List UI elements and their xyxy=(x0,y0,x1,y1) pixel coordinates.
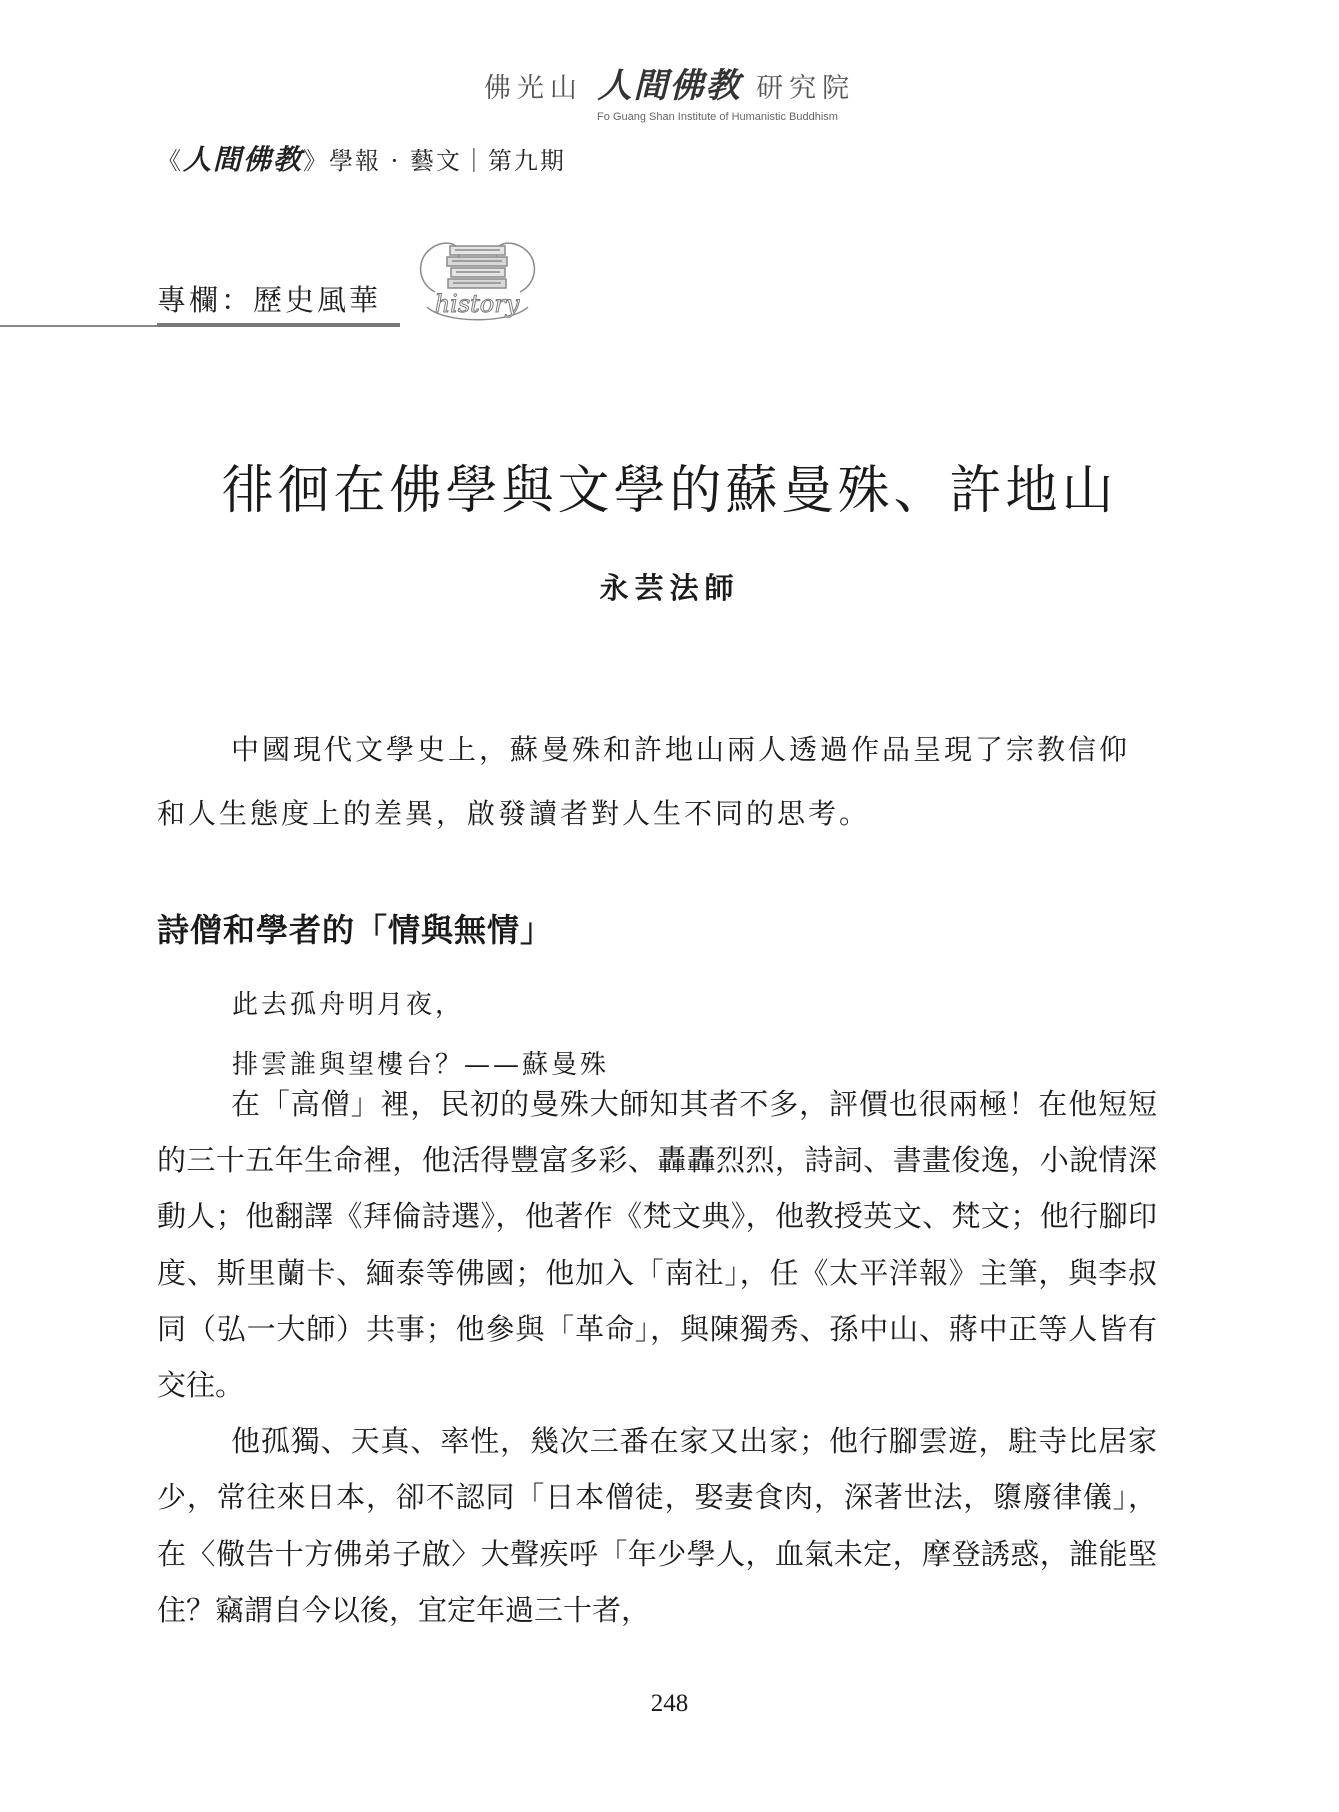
institute-header xyxy=(0,58,1339,123)
journal-brand: 人間佛教 xyxy=(183,143,304,176)
journal-header xyxy=(157,138,566,178)
abstract-text: 中國現代文學史上，蘇曼殊和許地山兩人透過作品呈現了宗教信仰和人生態度上的差異，啟發讀者對人生不同的思考。 xyxy=(157,733,1131,830)
institute-suffix: 研究院 xyxy=(756,73,856,104)
body-paragraph: 他孤獨、天真、率性，幾次三番在家又出家；他行腳雲遊，駐寺比居家少，常往來日本，卻不認同「日本僧徒，娶妻食肉，深著世法，隳廢律儀」，在〈儆告十方佛弟子啟〉大聲疾呼「年少學人，血氣未定，摩登誘惑，誰能堅住？竊謂自今以後，宜定年過三十者， xyxy=(157,1424,1157,1627)
poem-line: 此去孤舟明月夜， xyxy=(232,990,465,1020)
history-emblem-text: history xyxy=(434,290,520,318)
column-underline xyxy=(157,323,400,327)
institute-english-name: Fo Guang Shan Institute of Humanistic Buddhism xyxy=(597,111,838,123)
body-paragraph: 在「高僧」裡，民初的曼殊大師知其者不多，評價也很兩極！在他短短的三十五年生命裡，他活得豐富多彩、轟轟烈烈，詩詞、書畫俊逸，小說情深動人；他翻譯《拜倫詩選》，他著作《梵文典》，他教授英文、梵文；他行腳印度、斯里蘭卡、緬泰等佛國；他加入「南社」，任《太平洋報》主筆，與李叔同（弘一大師）共事；他參與「革命」，與陳獨秀、孫中山、蔣中正等人皆有交往。 xyxy=(157,1087,1157,1403)
journal-open-bracket: 《 xyxy=(157,147,183,175)
article-title: 徘徊在佛學與文學的蘇曼殊、許地山 xyxy=(221,461,1118,521)
journal-issue: 》學報 · 藝文｜第九期 xyxy=(303,147,566,175)
page-number: 248 xyxy=(650,1690,689,1717)
column-label: 專欄：歷史風華 xyxy=(157,283,382,317)
institute-prefix: 佛光山 xyxy=(483,73,583,104)
history-emblem xyxy=(405,232,550,327)
article-body xyxy=(157,1076,1157,1638)
institute-brand: 人間佛教 xyxy=(597,66,742,106)
section-heading: 詩僧和學者的「情與無情」 xyxy=(157,911,554,949)
institute-name xyxy=(0,58,1339,107)
poem-line: 排雲誰與望樓台？——蘇曼殊 xyxy=(232,1050,610,1080)
article-abstract xyxy=(157,718,1157,846)
article-author: 永芸法師 xyxy=(599,571,740,605)
